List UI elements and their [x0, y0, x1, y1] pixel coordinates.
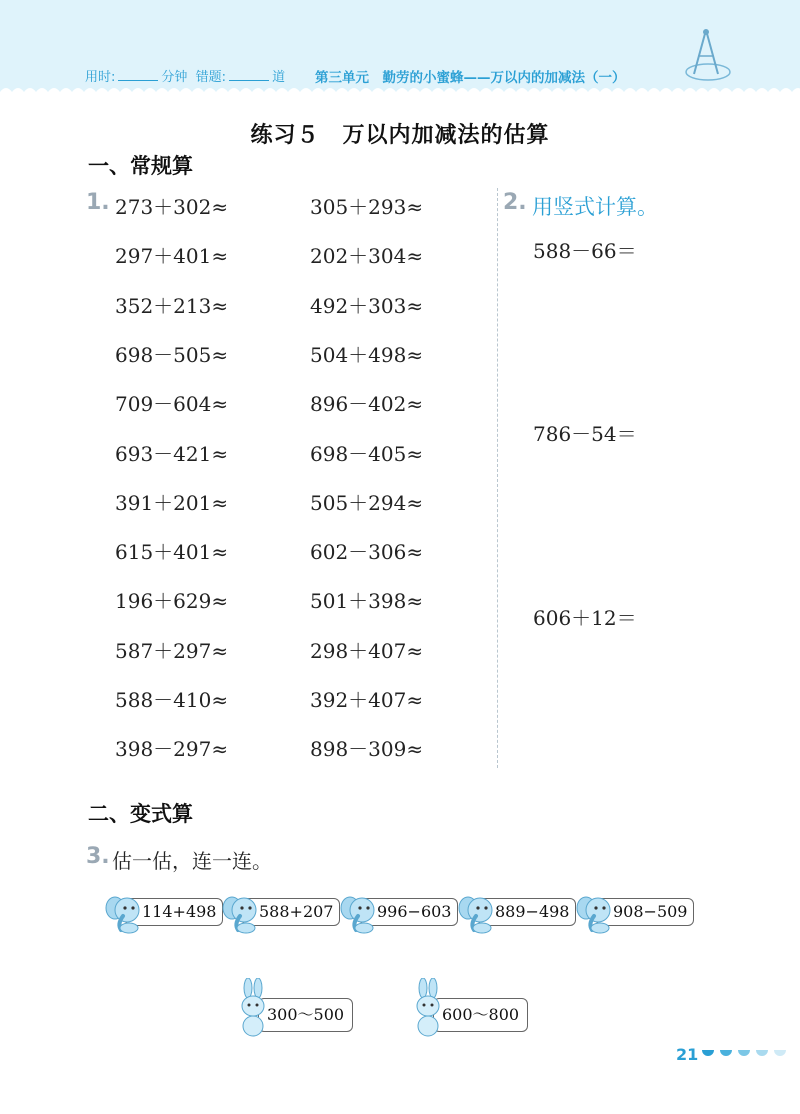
- estimate-expr-col2-12: 898－309≈: [310, 737, 424, 762]
- page-title: 练习５ 万以内加减法的估算: [250, 123, 550, 148]
- page-dots-icon: [700, 1048, 790, 1062]
- bunny-icon: [411, 978, 447, 1038]
- question-2-number: 2.: [503, 190, 527, 215]
- estimate-expr-col1-8: 615＋401≈: [115, 540, 229, 565]
- estimate-expr-col1-7: 391＋201≈: [115, 490, 229, 515]
- estimate-expr-col1-9: 196＋629≈: [115, 589, 229, 614]
- estimate-expr-col2-2: 202＋304≈: [310, 244, 424, 269]
- vertical-calc-item-2: 786－54＝: [533, 422, 637, 446]
- estimate-expr-col1-4: 698－505≈: [115, 342, 229, 367]
- question-1-number: 1.: [86, 190, 110, 215]
- expression-card-label: 908−509: [596, 898, 694, 926]
- header-stats: [85, 66, 285, 85]
- expression-card-label: 889−498: [478, 898, 576, 926]
- time-unit: 分钟: [161, 70, 188, 85]
- estimate-expr-col1-12: 398－297≈: [115, 737, 229, 762]
- time-blank[interactable]: [118, 70, 158, 81]
- question-3-number: 3.: [86, 844, 110, 869]
- column-divider: [497, 188, 498, 768]
- estimate-expr-col2-4: 504＋498≈: [310, 342, 424, 367]
- vertical-calc-item-1: 588－66＝: [533, 239, 637, 263]
- estimate-expr-col2-11: 392＋407≈: [310, 688, 424, 712]
- elephant-icon: [456, 890, 496, 934]
- estimate-expr-col1-10: 587＋297≈: [115, 638, 229, 663]
- compass-icon: [682, 26, 742, 86]
- errors-unit: 道: [272, 70, 286, 85]
- range-card-label: 600～800: [433, 998, 528, 1032]
- estimate-expr-col1-6: 693－421≈: [115, 441, 229, 466]
- estimate-expr-col2-10: 298＋407≈: [310, 638, 424, 663]
- elephant-icon: [574, 890, 614, 934]
- elephant-icon: [220, 890, 260, 934]
- question-3-text: 估一估，连一连。: [112, 849, 272, 873]
- estimate-expr-col1-11: 588－410≈: [115, 688, 229, 712]
- estimate-expr-col2-5: 896－402≈: [310, 392, 424, 417]
- estimate-expr-col1-1: 273＋302≈: [115, 195, 229, 219]
- estimate-expr-col2-3: 492＋303≈: [310, 293, 424, 318]
- bunny-icon: [236, 978, 272, 1038]
- section-heading-1: 一、常规算: [88, 154, 193, 178]
- elephant-icon: [338, 890, 378, 934]
- estimate-expr-col2-1: 305＋293≈: [310, 195, 424, 219]
- estimate-expr-col2-6: 698－405≈: [310, 441, 424, 466]
- unit-title: 第三单元 勤劳的小蜜蜂——万以内的加减法（一）: [315, 70, 626, 86]
- expression-card-label: 114+498: [125, 898, 223, 926]
- page-number: 21: [676, 1045, 699, 1064]
- errors-blank[interactable]: [229, 70, 269, 81]
- estimate-expr-col2-7: 505＋294≈: [310, 490, 424, 515]
- question-2-text: 用竖式计算。: [532, 195, 658, 219]
- elephant-icon: [103, 890, 143, 934]
- section-heading-2: 二、变式算: [88, 802, 193, 826]
- expression-card-label: 996−603: [360, 898, 458, 926]
- expression-card-label: 588+207: [242, 898, 340, 926]
- estimate-expr-col2-8: 602－306≈: [310, 540, 424, 565]
- vertical-calc-item-3: 606＋12＝: [533, 606, 637, 630]
- estimate-expr-col1-5: 709－604≈: [115, 392, 229, 417]
- estimate-expr-col2-9: 501＋398≈: [310, 589, 424, 614]
- time-label: 用时:: [85, 70, 116, 85]
- range-card-label: 300～500: [258, 998, 353, 1032]
- estimate-expr-col1-3: 352＋213≈: [115, 293, 229, 318]
- errors-label: 错题:: [195, 70, 227, 85]
- estimate-expr-col1-2: 297＋401≈: [115, 244, 229, 269]
